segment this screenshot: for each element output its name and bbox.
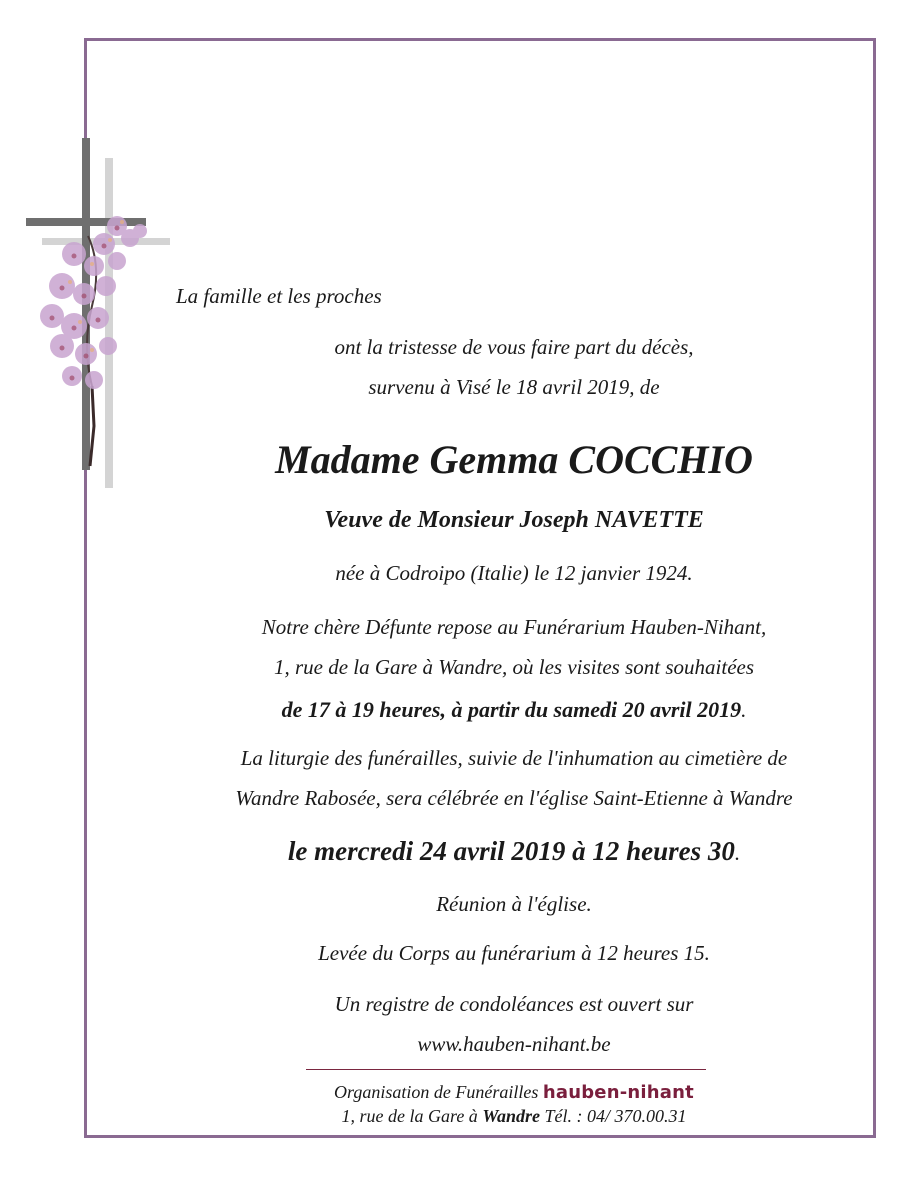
- spouse-line: Veuve de Monsieur Joseph NAVETTE: [324, 507, 704, 533]
- announcement-line-1: ont la tristesse de vous faire part du décès,: [334, 335, 694, 359]
- visit-line-2: 1, rue de la Gare à Wandre, où les visites sont souhaitées: [273, 655, 755, 679]
- ceremony-date-line: [55, 836, 918, 867]
- ceremony-date: le mercredi 24 avril 2019 à 12 heures 30: [287, 836, 735, 866]
- liturgy-line-1: La liturgie des funérailles, suivie de l'inhumation au cimetière de: [240, 746, 788, 770]
- address-town: Wandre: [482, 1106, 540, 1126]
- visit-hours-end: .: [741, 698, 747, 722]
- phone-number: Tél. : 04/ 370.00.31: [544, 1106, 687, 1126]
- announcement-line-2: survenu à Visé le 18 avril 2019, de: [368, 375, 660, 399]
- footer-organisation: [55, 1082, 918, 1103]
- ceremony-date-end: .: [734, 841, 741, 865]
- birth-line: née à Codroipo (Italie) le 12 janvier 1924.: [335, 561, 693, 585]
- deceased-name: Madame Gemma COCCHIO: [275, 437, 753, 482]
- visit-hours-line: [55, 697, 918, 723]
- org-prefix: Organisation de Funérailles: [334, 1082, 539, 1102]
- address-prefix: 1, rue de la Gare à: [341, 1106, 478, 1126]
- levee-line: Levée du Corps au funérarium à 12 heures 15.: [318, 941, 710, 965]
- meeting-line: Réunion à l'église.: [436, 892, 592, 916]
- intro-text: La famille et les proches: [176, 284, 382, 308]
- page-border: [84, 38, 876, 1138]
- visit-hours: de 17 à 19 heures, à partir du samedi 20 avril 2019: [281, 697, 742, 722]
- brand-logo: hauben-nihant: [542, 1082, 694, 1103]
- visit-line-1: Notre chère Défunte repose au Funérarium Hauben-Nihant,: [261, 615, 767, 639]
- liturgy-line-2: Wandre Rabosée, sera célébrée en l'église Saint-Etienne à Wandre: [235, 786, 793, 810]
- registry-line: Un registre de condoléances est ouvert sur: [334, 992, 694, 1016]
- website-link[interactable]: www.hauben-nihant.be: [417, 1032, 611, 1056]
- footer-address: [55, 1106, 918, 1127]
- footer-divider: [306, 1069, 706, 1070]
